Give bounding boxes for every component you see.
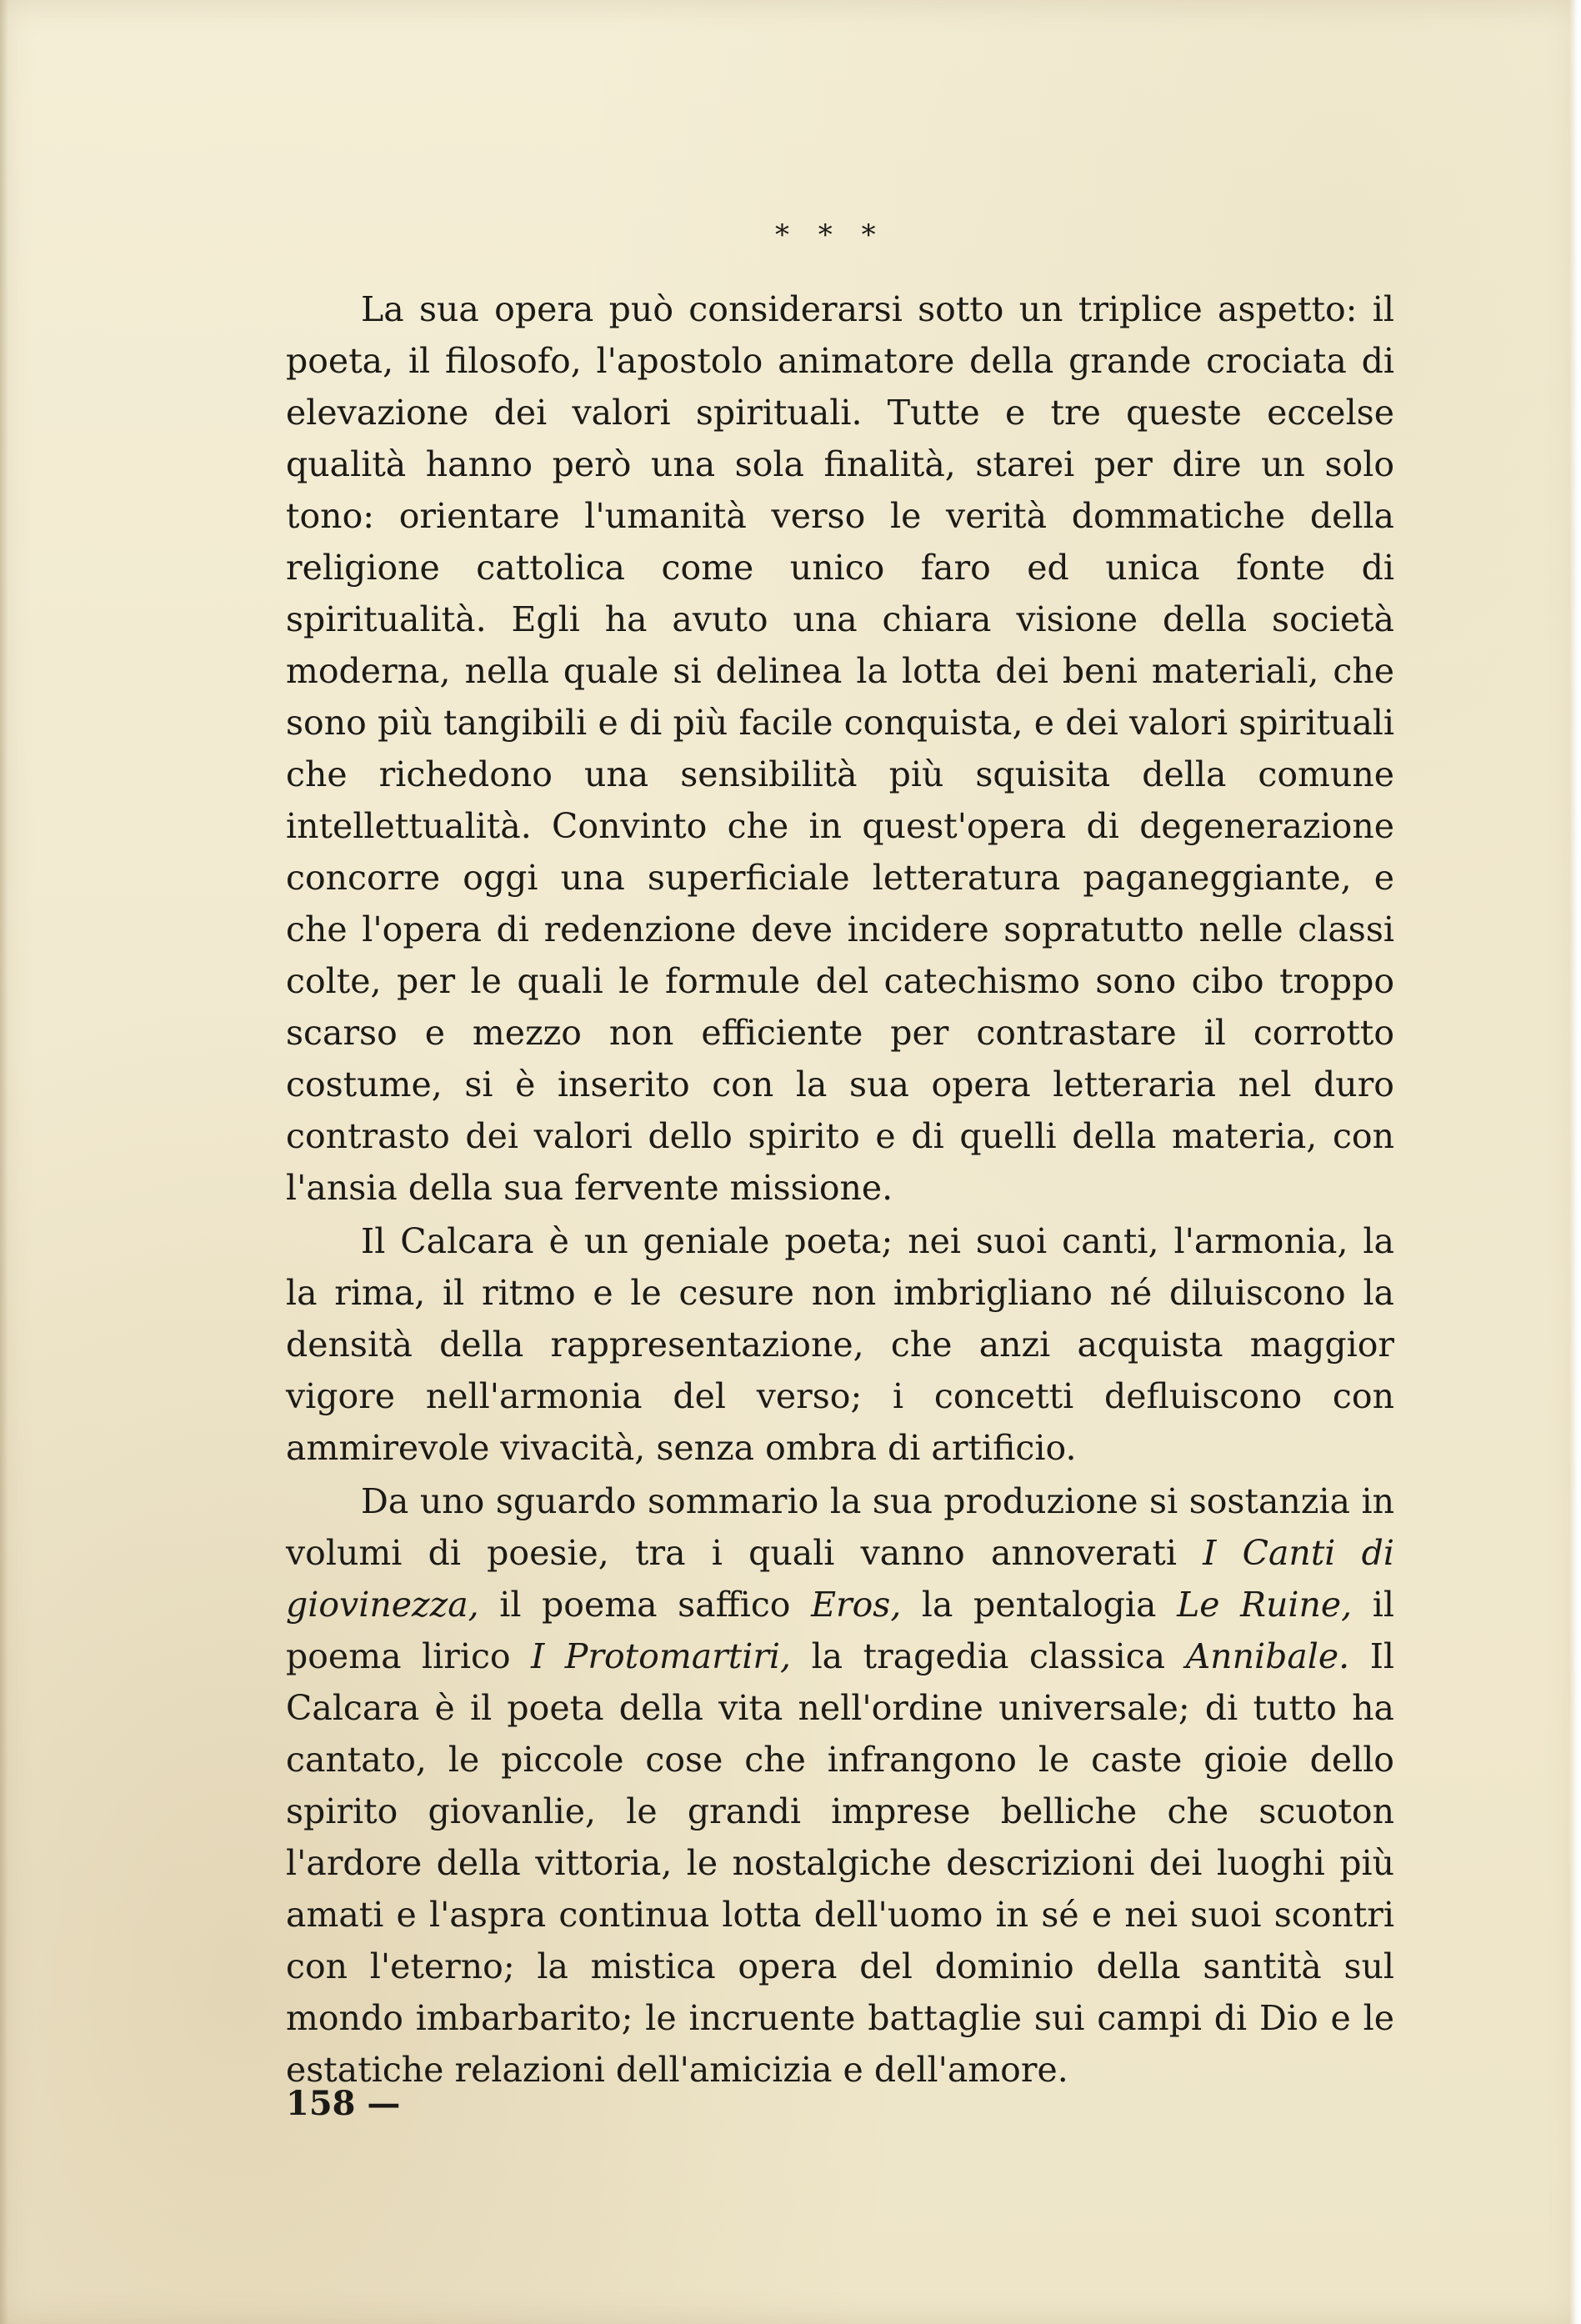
title-eros: Eros, bbox=[811, 1585, 902, 1625]
paragraph-3-text: Il Calcara è il poeta della vita nell'ordine universale; di tutto ha cantato, le piccole cose che infrangono le caste gioie dello spirito giovanlie, le grandi imprese belliche che scuoton l'ardore della vittoria, le nostalgiche descrizioni dei luoghi più amati e l'aspra continua lotta dell'uomo in sé e nei suoi scontri con l'eterno; la mistica opera del dominio della santità sul mondo imbarbarito; le incruente battaglie sui campi di Dio e le estatiche relazioni dell'amicizia e dell'amore. bbox=[286, 1636, 1395, 2090]
paragraph-1 bbox=[286, 283, 1394, 1214]
page-number: 158 — bbox=[286, 2084, 401, 2123]
paragraph-3-text: la pentalogia bbox=[901, 1585, 1178, 1625]
paragraph-1-text: La sua opera può considerarsi sotto un triplice aspetto: il poeta, il filosofo, l'apostolo animatore della grande crociata di elevazione dei valori spirituali. Tutte e tre queste eccelse qualità hanno però una sola finalità, starei per dire un solo tono: orientare l'umanità verso le verità dommatiche della religione cattolica come unico faro ed unica fonte di spiritualità. Egli ha avuto una chiara visione della società moderna, nella quale si delinea la lotta dei beni materiali, che sono più tangibili e di più facile conquista, e dei valori spirituali che richedono una sensibilità più squisita della comune intellettualità. Convinto che in quest'opera di degenerazione concorre oggi una superficiale letteratura paganeggiante, e che l'opera di redenzione deve incidere sopratutto nelle classi colte, per le quali le formule del catechismo sono cibo troppo scarso e mezzo non efficiente per contrastare il corrotto costume, si è inserito con la sua opera letteraria nel duro contrasto dei valori dello spirito e di quelli della materia, con l'ansia della sua fervente missione. bbox=[286, 289, 1394, 1208]
page-right-edge bbox=[1569, 0, 1581, 2324]
title-le-ruine: Le Ruine, bbox=[1177, 1585, 1353, 1625]
paragraph-3 bbox=[286, 1475, 1394, 2096]
paragraph-3-text: il poema saffico bbox=[478, 1585, 812, 1625]
section-separator: * * * bbox=[775, 218, 886, 252]
title-canti-di-giovinezza: I Canti di giovinezza, bbox=[286, 1533, 1394, 1625]
page-left-edge bbox=[0, 0, 8, 2324]
paragraph-2-text: Il Calcara è un geniale poeta; nei suoi canti, l'armonia, la la rima, il ritmo e le cesure non imbrigliano né diluiscono la densità della rappresentazione, che anzi acquista maggior vigore nell'armonia del verso; i concetti defluiscono con ammirevole vivacità, senza ombra di artificio. bbox=[286, 1221, 1394, 1468]
paragraph-3-text: il poema lirico bbox=[286, 1585, 1395, 1676]
title-i-protomartiri: I Protomartiri, bbox=[531, 1636, 792, 1676]
paragraph-2 bbox=[286, 1215, 1394, 1474]
title-annibale: Annibale. bbox=[1185, 1636, 1350, 1676]
body-text bbox=[286, 283, 1394, 2097]
paragraph-3-text: Da uno sguardo sommario la sua produzione si sostanzia in volumi di poesie, tra i quali vanno annoverati bbox=[286, 1481, 1394, 1573]
paragraph-3-text: la tragedia classica bbox=[791, 1636, 1186, 1676]
